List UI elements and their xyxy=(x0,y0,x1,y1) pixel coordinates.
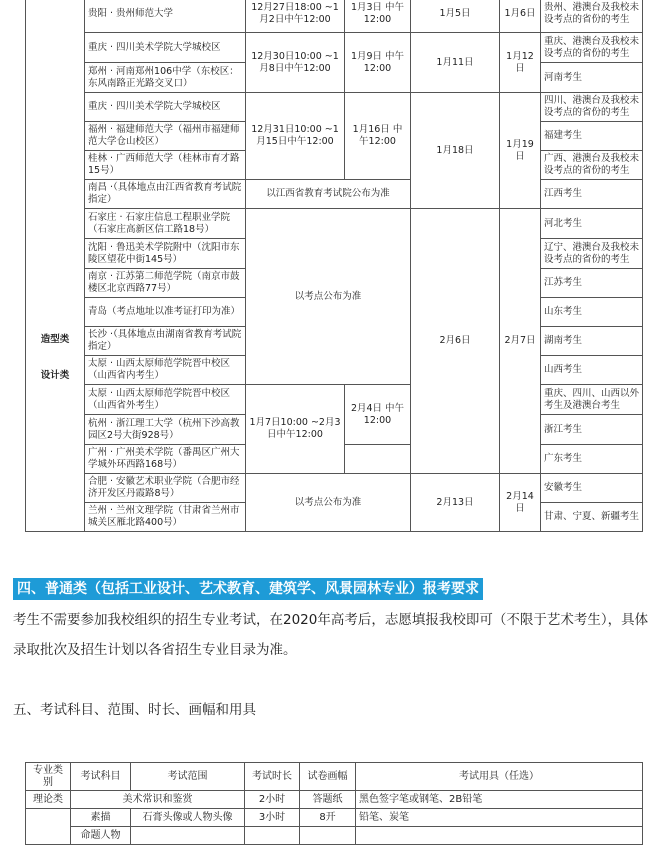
header-cell: 考试科目 xyxy=(71,763,131,791)
tools-cell: 黑色签字笔或钢笔、2B铅笔 xyxy=(356,791,643,809)
site-cell: 石家庄 · 石家庄信息工程职业学院（石家庄高新区信工路18号） xyxy=(85,209,246,239)
site-cell: 长沙 ·（具体地点由湖南省教育考试院指定） xyxy=(85,327,246,356)
scope-cell: 重庆、四川、山西以外考生及港澳台考生 xyxy=(541,385,643,415)
site-cell: 贵阳 · 贵州师范大学 xyxy=(85,0,246,33)
range-cell: 石膏头像或人物头像 xyxy=(131,809,245,827)
scope-cell: 浙江考生 xyxy=(541,415,643,445)
duration-cell: 2小时 xyxy=(245,791,300,809)
site-cell: 福州 · 福建师范大学（福州市福建师范大学仓山校区） xyxy=(85,122,246,151)
exam-date: 1月5日 xyxy=(411,0,500,33)
exam-date: 2月6日 xyxy=(411,209,500,474)
registration-time: 12月30日10:00 ~1月8日中午12:00 xyxy=(246,33,345,93)
ticket-print-time: 1月9日 中午12:00 xyxy=(345,33,411,93)
category-label: 设计类 xyxy=(40,370,70,381)
site-cell: 重庆 · 四川美术学院大学城校区 xyxy=(85,93,246,122)
scope-cell: 江西考生 xyxy=(541,180,643,209)
section5-heading: 五、考试科目、范围、时长、画幅和用具 xyxy=(13,702,256,718)
site-cell: 杭州 · 浙江理工大学（杭州下沙高教园区2号大街928号） xyxy=(85,415,246,445)
scope-cell: 重庆、港澳台及我校未设考点的省份的考生 xyxy=(541,33,643,63)
ticket-print-time: 2月4日 中午12:00 xyxy=(345,385,411,445)
header-cell: 专业类别 xyxy=(26,763,71,791)
site-cell: 太原 · 山西太原师范学院晋中校区（山西省内考生） xyxy=(85,356,246,385)
site-cell: 太原 · 山西太原师范学院晋中校区（山西省外考生） xyxy=(85,385,246,415)
scope-cell: 贵州、港澳台及我校未设考点的省份的考生 xyxy=(541,0,643,33)
subjects-table xyxy=(25,762,643,845)
site-note: 以考点公布为准 xyxy=(246,474,411,532)
result-date: 2月14日 xyxy=(500,474,541,532)
site-cell: 兰州 · 兰州文理学院（甘肃省兰州市城关区雁北路400号） xyxy=(85,503,246,532)
section4-paragraph: 考生不需要参加我校组织的招生专业考试，在2020年高考后，志愿填报我校即可（不限于艺术考生），具体录取批次及招生计划以各省招生专业目录为准。 xyxy=(13,612,649,658)
category-label: 造型类 xyxy=(40,334,70,345)
result-date: 1月19日 xyxy=(500,93,541,209)
size-cell: 8开 xyxy=(300,809,356,827)
subject-cell: 素描 xyxy=(71,809,131,827)
site-cell: 南昌 ·（具体地点由江西省教育考试院指定） xyxy=(85,180,246,209)
registration-time: 12月31日10:00 ~1月15日中午12:00 xyxy=(246,93,345,180)
exam-date: 1月11日 xyxy=(411,33,500,93)
tools-cell: 铅笔、炭笔 xyxy=(356,809,643,827)
scope-cell: 甘肃、宁夏、新疆考生 xyxy=(541,503,643,532)
site-cell: 桂林 · 广西师范大学（桂林市育才路15号） xyxy=(85,151,246,180)
scope-cell: 广西、港澳台及我校未设考点的省份的考生 xyxy=(541,151,643,180)
exam-date: 1月18日 xyxy=(411,93,500,209)
result-date: 2月7日 xyxy=(500,209,541,474)
scope-cell: 山西考生 xyxy=(541,356,643,385)
duration-cell: 3小时 xyxy=(245,809,300,827)
registration-time: 1月7日10:00 ~2月3日中午12:00 xyxy=(246,385,345,474)
jiangxi-note: 以江西省教育考试院公布为准 xyxy=(246,180,411,209)
category-cell xyxy=(26,0,85,532)
site-cell: 合肥 · 安徽艺术职业学院（合肥市经济开发区丹霞路8号） xyxy=(85,474,246,503)
subject-cell: 命题人物 xyxy=(71,827,131,845)
subject-cell: 美术常识和鉴赏 xyxy=(71,791,245,809)
header-cell: 试卷画幅 xyxy=(300,763,356,791)
scope-cell: 安徽考生 xyxy=(541,474,643,503)
header-cell: 考试用具（任选） xyxy=(356,763,643,791)
exam-date: 2月13日 xyxy=(411,474,500,532)
site-cell: 青岛（考点地址以准考证打印为准） xyxy=(85,298,246,327)
size-cell: 答题纸 xyxy=(300,791,356,809)
scope-cell: 河南考生 xyxy=(541,63,643,93)
site-cell: 郑州 · 河南郑州106中学（东校区：东风南路正光路交叉口） xyxy=(85,63,246,93)
site-cell: 南京 · 江苏第二师范学院（南京市鼓楼区北京西路77号） xyxy=(85,269,246,298)
scope-cell: 江苏考生 xyxy=(541,269,643,298)
ticket-print-time: 1月3日 中午12:00 xyxy=(345,0,411,33)
result-date: 1月12日 xyxy=(500,33,541,93)
scope-cell: 湖南考生 xyxy=(541,327,643,356)
site-cell: 广州 · 广州美术学院（番禺区广州大学城外环西路168号） xyxy=(85,445,246,474)
category-cell: 理论类 xyxy=(26,791,71,809)
exam-schedule-table xyxy=(25,0,643,532)
scope-cell: 山东考生 xyxy=(541,298,643,327)
scope-cell: 辽宁、港澳台及我校未设考点的省份的考生 xyxy=(541,239,643,269)
registration-time: 12月27日18:00 ~1月2日中午12:00 xyxy=(246,0,345,33)
scope-cell: 福建考生 xyxy=(541,122,643,151)
header-cell: 考试时长 xyxy=(245,763,300,791)
scope-cell: 河北考生 xyxy=(541,209,643,239)
site-cell: 沈阳 · 鲁迅美术学院附中（沈阳市东陵区望花中街145号） xyxy=(85,239,246,269)
result-date: 1月6日 xyxy=(500,0,541,33)
scope-cell: 广东考生 xyxy=(541,445,643,474)
site-note: 以考点公布为准 xyxy=(246,209,411,385)
scope-cell: 四川、港澳台及我校未设考点的省份的考生 xyxy=(541,93,643,122)
ticket-print-time: 1月16日 中午12:00 xyxy=(345,93,411,180)
section4-heading: 四、普通类（包括工业设计、艺术教育、建筑学、风景园林专业）报考要求 xyxy=(13,578,483,600)
site-cell: 重庆 · 四川美术学院大学城校区 xyxy=(85,33,246,63)
header-cell: 考试范围 xyxy=(131,763,245,791)
